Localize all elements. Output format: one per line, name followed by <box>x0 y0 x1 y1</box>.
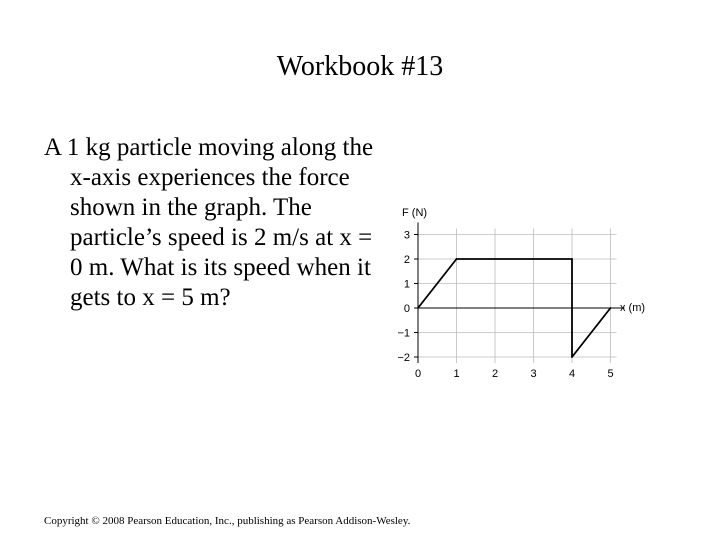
force-data-point <box>456 258 458 260</box>
force-data-point <box>571 258 573 260</box>
x-tick-label: 4 <box>568 368 576 380</box>
axes <box>418 223 625 364</box>
tick-labels <box>397 230 613 381</box>
y-tick-label: 2 <box>403 254 410 266</box>
force-graph <box>372 200 662 390</box>
y-tick-label: 3 <box>403 229 410 242</box>
force-data-point <box>571 356 573 358</box>
y-axis-label: F (N) <box>402 207 428 219</box>
x-tick-label: 2 <box>491 368 499 380</box>
y-tick-label: −1 <box>397 327 410 340</box>
x-tick-label: 3 <box>530 368 537 380</box>
x-tick-label: 0 <box>414 368 422 380</box>
problem-statement: A 1 kg particle moving along the x-axis experiences the force shown in the graph. The particle’s speed is 2 m/s at x = 0 m. What is its speed when it gets to x = 5 m? <box>44 134 374 311</box>
copyright-notice: Copyright © 2008 Pearson Education, Inc., publishing as Pearson Addison-Wesley. <box>44 515 411 527</box>
x-tick-label: 5 <box>607 368 614 380</box>
x-axis-label: x (m) <box>620 302 646 314</box>
y-tick-label: 1 <box>403 278 410 291</box>
slide-title: Workbook #13 <box>276 51 444 82</box>
x-tick-label: 1 <box>453 368 460 380</box>
force-data-point <box>417 307 419 309</box>
force-data-point <box>610 307 612 309</box>
grid <box>418 229 617 364</box>
y-tick-label: 0 <box>403 303 410 315</box>
force-graph-svg <box>372 200 662 390</box>
y-tick-label: −2 <box>397 352 410 364</box>
